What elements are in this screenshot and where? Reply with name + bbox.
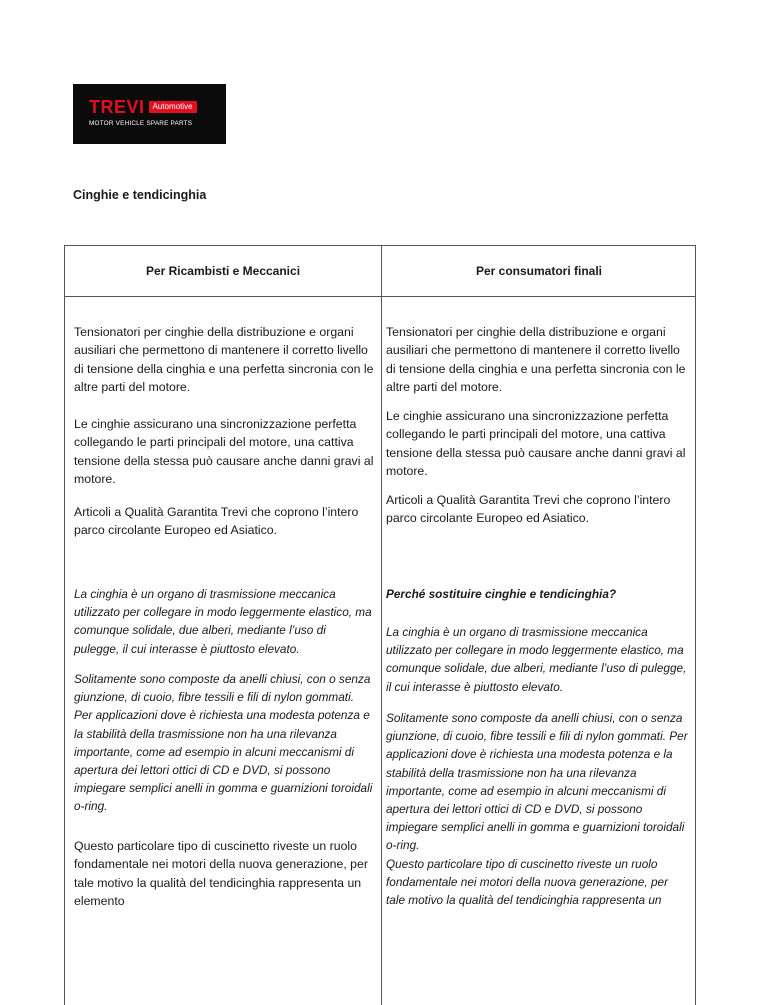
header-consumatori: Per consumatori finali (475, 264, 603, 278)
right-paragraph-2: Le cinghie assicurano una sincronizzazione perfetta collegando le parti principali del motore, una cattiva tensione della stessa può causare anche danni gravi al motore. (386, 409, 686, 479)
header-divider (65, 296, 695, 297)
column-divider (381, 246, 382, 1005)
trevi-logo (73, 84, 226, 144)
right-paragraph-4: La cinghia è un organo di trasmissione meccanica utilizzato per collegare in modo leggermente elastico, ma comunque solidale, due alberi, mediante l’uso di pulegge, il cui interasse è piuttosto elevato. (386, 625, 687, 694)
left-paragraph-5: Solitamente sono composte da anelli chiusi, con o senza giunzione, di cuoio, fibre tessili e fili di nylon gommati. Per applicazioni dove è richiesta una modesta potenza e la stabilità della trasmissione non ha una rilevanza importante, come ad esempio in alcuni meccanismi di apertura dei lettori ottici di CD e DVD, si possono impiegare semplici anelli in gomma e guarnizioni toroidali o-ring. (74, 672, 373, 814)
logo-subtitle: MOTOR VEHICLE SPARE PARTS (89, 120, 193, 127)
right-paragraph-3: Articoli a Qualità Garantita Trevi che coprono l’intero parco circolante Europeo ed Asiatico. (386, 493, 671, 526)
logo-brand: TREVI (89, 97, 145, 117)
left-paragraph-3: Articoli a Qualità Garantita Trevi che coprono l’intero parco circolante Europeo ed Asiatico. (74, 505, 359, 538)
document-title: Cinghie e tendicinghia (73, 188, 207, 202)
logo-tag: Automotive (149, 101, 197, 113)
right-question: Perché sostituire cinghie e tendicinghia? (386, 587, 617, 601)
header-ricambisti: Per Ricambisti e Meccanici (145, 264, 301, 278)
right-paragraph-1: Tensionatori per cinghie della distribuzione e organi ausiliari che permettono di mantenere il corretto livello di tensione della cinghia e una perfetta sincronia con le altre parti del motore. (386, 325, 686, 395)
right-paragraph-5: Solitamente sono composte da anelli chiusi, con o senza giunzione, di cuoio, fibre tessili e fili di nylon gommati. Per applicazioni dove è richiesta una modesta potenza e la stabilità della trasmissione non ha una rilevanza importante, come ad esempio in alcuni meccanismi di apertura dei lettori ottici di CD e DVD, si possono impiegare semplici anelli in gomma e guarnizioni toroidali o-ring. (386, 711, 688, 853)
left-paragraph-6: Questo particolare tipo di cuscinetto riveste un ruolo fondamentale nei motori della nuova generazione, per tale motivo la qualità del tendicinghia rappresenta un elemento (74, 839, 368, 909)
left-paragraph-1: Tensionatori per cinghie della distribuzione e organi ausiliari che permettono di mantenere il corretto livello di tensione della cinghia e una perfetta sincronia con le altre parti del motore. (74, 325, 374, 395)
comparison-table (64, 245, 696, 1005)
right-paragraph-6: Questo particolare tipo di cuscinetto riveste un ruolo fondamentale nei motori della nuova generazione, per tale motivo la qualità del tendicinghia rappresenta un (386, 857, 669, 908)
left-paragraph-4: La cinghia è un organo di trasmissione meccanica utilizzato per collegare in modo leggermente elastico, ma comunque solidale, due alberi, mediante l’uso di pulegge, il cui interasse è piuttosto elevato. (74, 587, 372, 656)
left-paragraph-2: Le cinghie assicurano una sincronizzazione perfetta collegando le parti principali del motore, una cattiva tensione della stessa può causare anche danni gravi al motore. (74, 417, 374, 487)
